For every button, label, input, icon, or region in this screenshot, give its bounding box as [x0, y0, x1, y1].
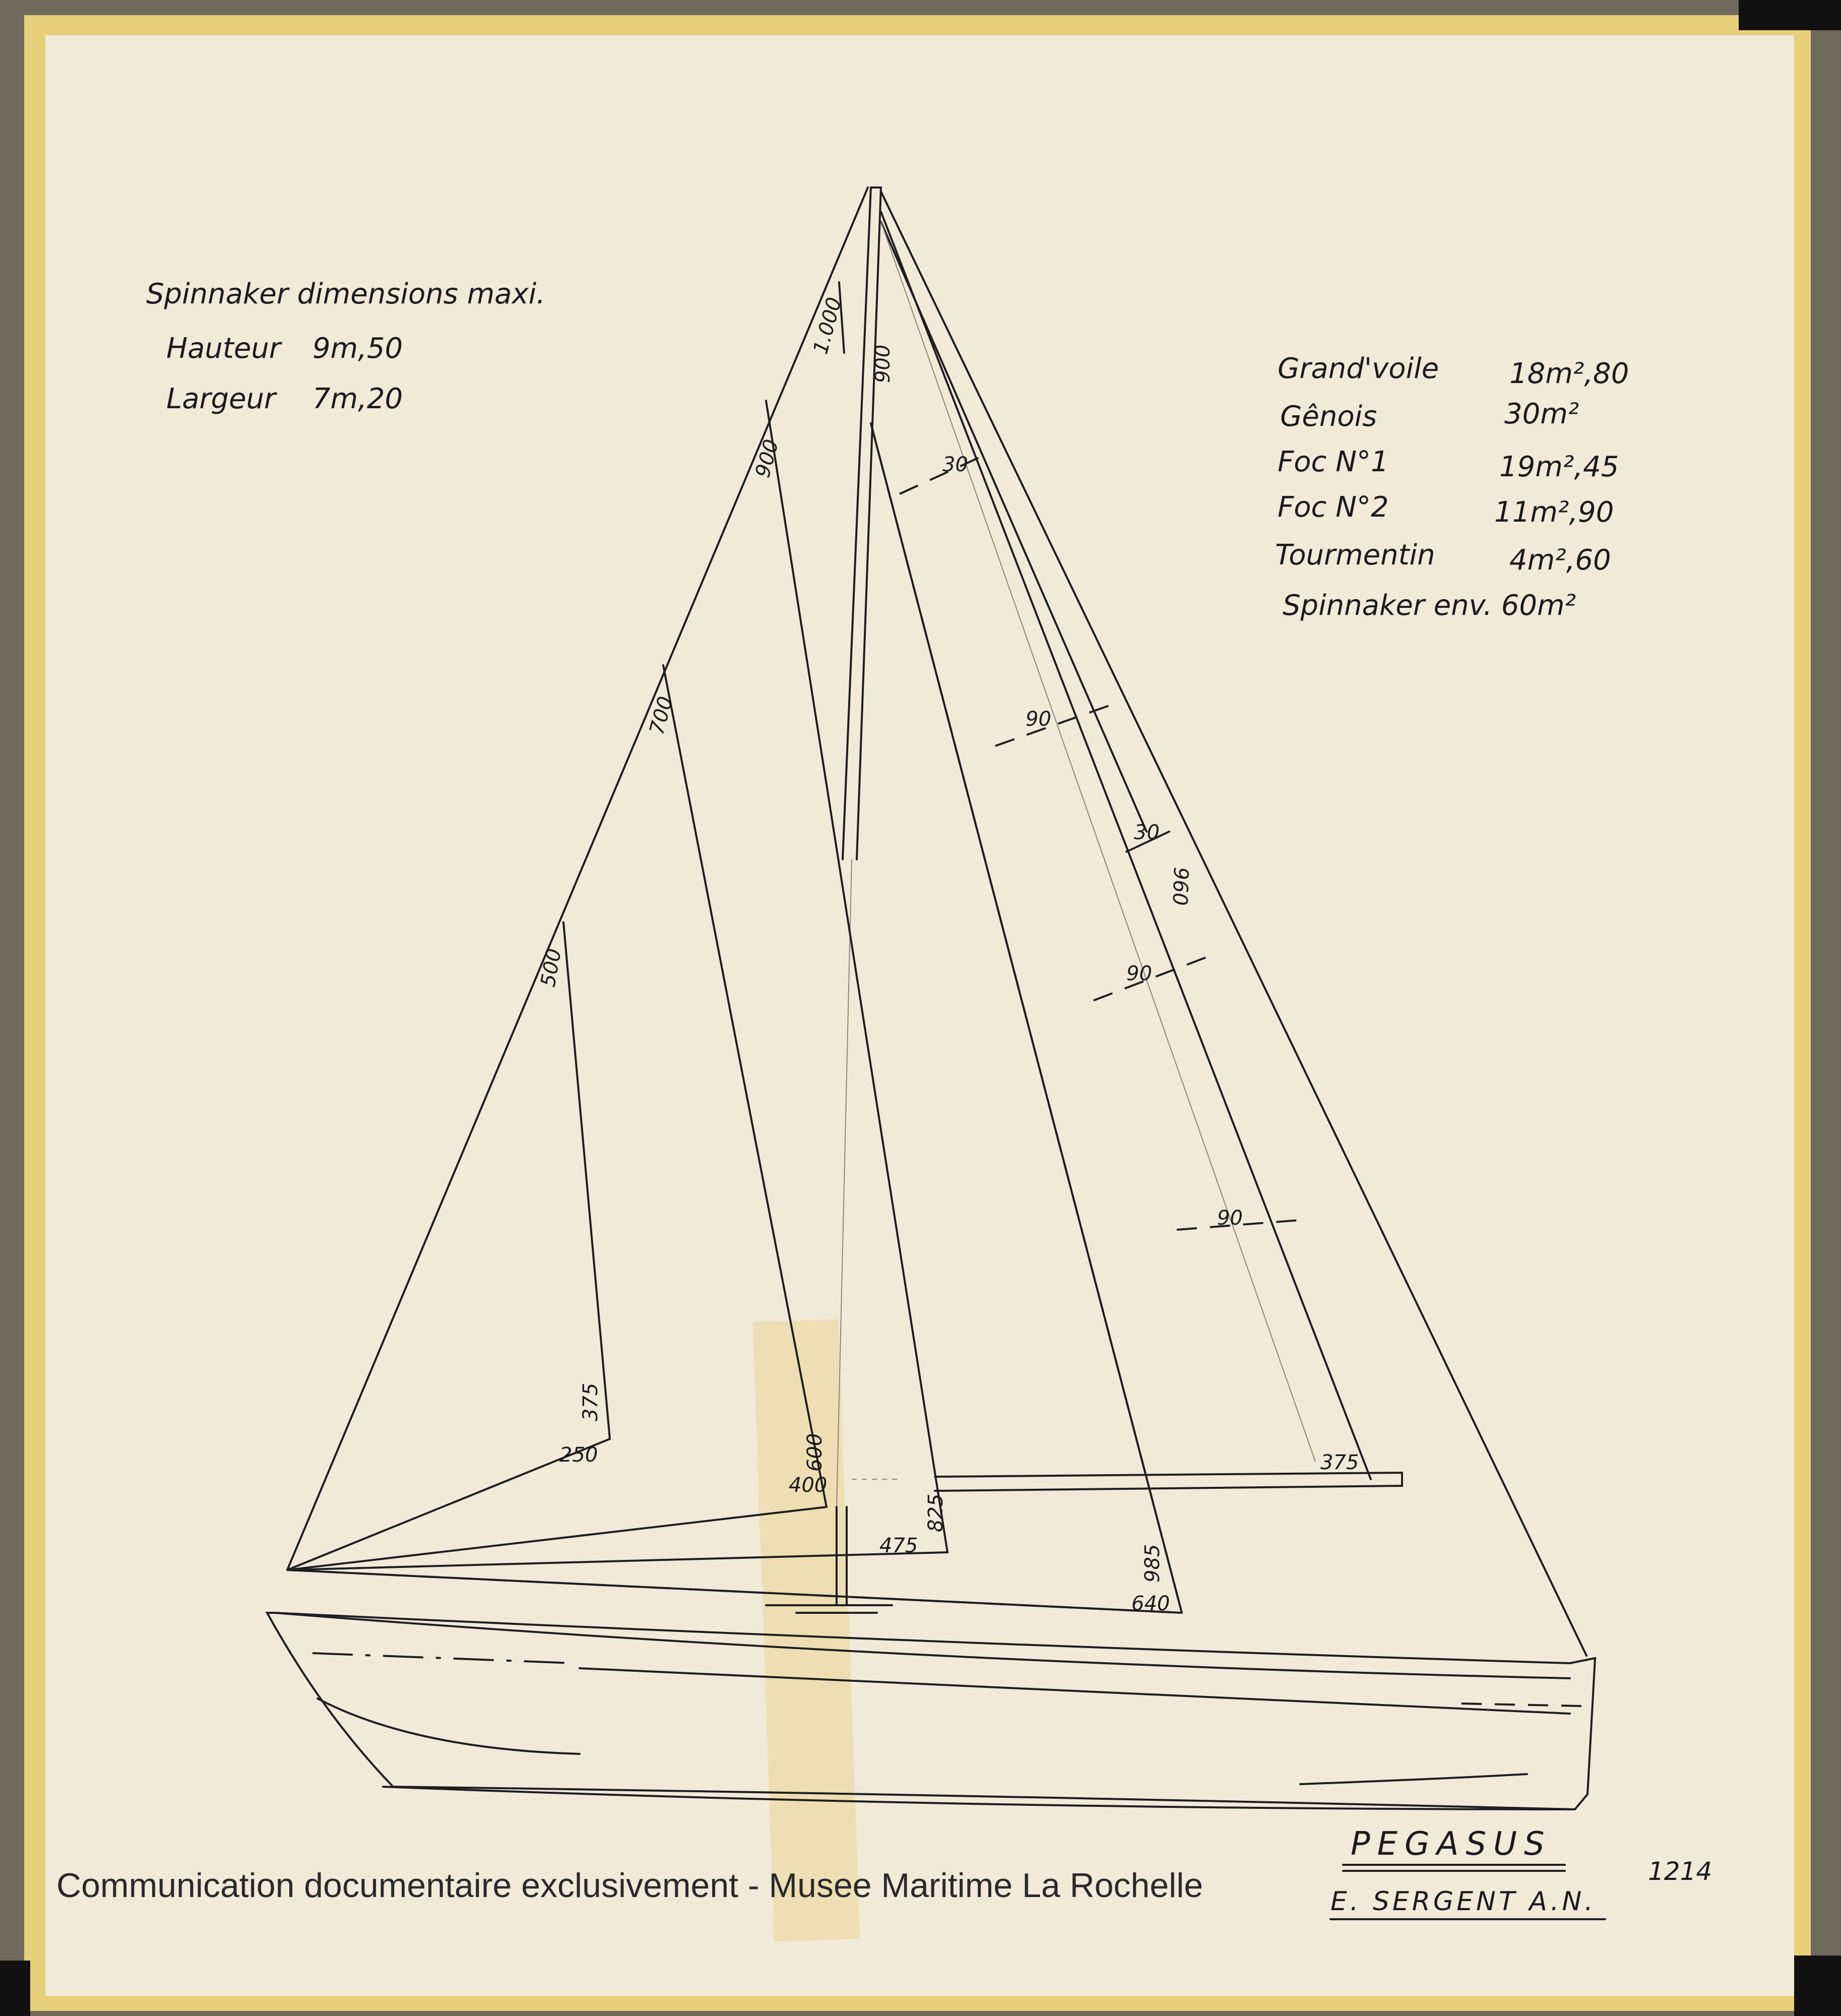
spinnaker-height-value: 9m,50 [312, 332, 403, 365]
spinnaker-width-value: 7m,20 [312, 383, 403, 415]
dim-250: 250 [559, 1443, 598, 1467]
spinnaker-width-label: Largeur [166, 383, 276, 415]
dim-900-mast: 900 [871, 344, 895, 383]
dim-475: 475 [879, 1534, 918, 1557]
sail-area-3: 11m²,90 [1494, 496, 1614, 529]
sail-name-1: Gênois [1280, 400, 1377, 433]
sail-name-5: Spinnaker env. 60m² [1283, 589, 1576, 622]
sail-area-0: 18m²,80 [1509, 357, 1629, 390]
dim-30-mid: 30 [1134, 821, 1160, 844]
boat-name: PEGASUS [1351, 1825, 1552, 1863]
dim-1000: 1.000 [809, 295, 847, 357]
sail-area-1: 30m² [1504, 398, 1579, 430]
dim-400: 400 [789, 1474, 828, 1497]
dim-900-luff: 900 [751, 436, 784, 480]
dim-500: 500 [536, 947, 566, 989]
sail-area-2: 19m²,45 [1499, 451, 1619, 483]
dim-600: 600 [803, 1433, 827, 1472]
dim-30-top: 30 [942, 453, 968, 476]
sail-name-0: Grand'voile [1278, 352, 1439, 385]
corner-clip-top-right [1739, 0, 1841, 30]
watermark: Communication documentaire exclusivement - Musee Maritime La Rochelle [56, 1866, 1203, 1905]
dim-985: 985 [1141, 1544, 1164, 1583]
dim-90-c: 90 [1217, 1207, 1243, 1230]
designer-name: E. SERGENT A.N. [1330, 1886, 1596, 1917]
dim-700: 700 [645, 694, 678, 737]
dim-375-boom: 375 [1320, 1451, 1359, 1474]
drawing-reference: 1214 [1648, 1857, 1712, 1886]
sail-name-2: Foc N°1 [1278, 446, 1389, 478]
dim-375-left: 375 [579, 1382, 602, 1421]
paper-sheet [45, 35, 1794, 1996]
dim-960: 960 [1168, 866, 1192, 906]
spinnaker-height-label: Hauteur [166, 332, 281, 365]
sail-area-4: 4m²,60 [1509, 544, 1611, 577]
corner-clip-bottom-right [1794, 1956, 1841, 2016]
sail-name-4: Tourmentin [1275, 539, 1435, 572]
dim-90-b: 90 [1126, 962, 1152, 985]
dim-825: 825 [924, 1493, 947, 1532]
corner-clip-bottom-left [0, 1961, 30, 2016]
dim-90-a: 90 [1026, 708, 1051, 731]
spinnaker-heading: Spinnaker dimensions maxi. [146, 278, 546, 310]
dim-640: 640 [1131, 1592, 1170, 1615]
sail-name-3: Foc N°2 [1278, 491, 1389, 524]
